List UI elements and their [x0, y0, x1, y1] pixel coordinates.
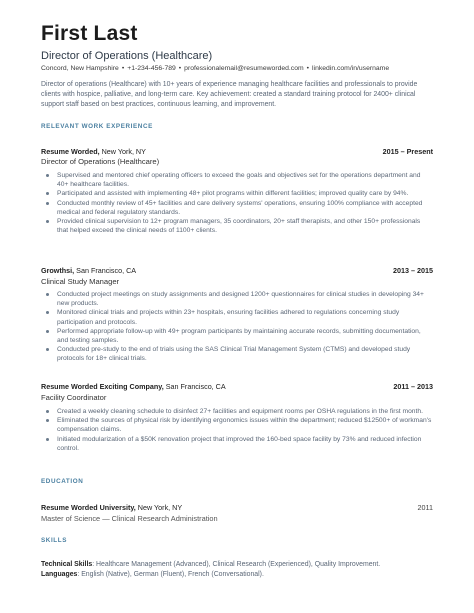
bullet-text: Conducted monthly review of 45+ facilities and care delivery systems' operations, ensuring 100% compliance with accepted medical and federal regulatory standards.	[57, 199, 423, 216]
job-bullets	[41, 290, 433, 364]
contact-separator: •	[121, 65, 125, 72]
job-dates: 2013 – 2015	[393, 266, 433, 275]
section-title-skills: SKILLS	[41, 537, 67, 544]
bullet-icon	[46, 220, 49, 223]
bullet-icon	[46, 410, 49, 413]
bullet-icon	[46, 348, 49, 351]
section-title-education: EDUCATION	[41, 478, 84, 485]
job-bullets	[41, 171, 433, 235]
contact-linkedin[interactable]: linkedin.com/in/username	[312, 65, 390, 72]
bullet-text: Participated and assisted with implementing 48+ pilot programs within different facilities; improved quality care by 94%.	[57, 190, 409, 198]
education-degree: Master of Science — Clinical Research Administration	[41, 514, 218, 523]
bullet-icon	[46, 438, 49, 441]
contact-location: Concord, New Hampshire	[41, 65, 119, 72]
bullet-text: Provided clinical supervision to 12+ program managers, 35 coordinators, 20+ staff therapists, and other 150+ professionals that helped exceed the clinical needs of 1100+ clients.	[57, 218, 421, 235]
bullet-text: Eliminated the sources of physical risk by identifying ergonomics issues within the department; reduced $12500+ of workman's compensation claims.	[57, 417, 432, 434]
job-header	[41, 266, 433, 275]
list-item	[41, 327, 433, 345]
list-item	[41, 290, 433, 308]
list-item	[41, 189, 433, 198]
list-item	[41, 407, 433, 416]
job-header	[41, 382, 433, 391]
section-title-experience: RELEVANT WORK EXPERIENCE	[41, 123, 153, 130]
job-title: Clinical Study Manager	[41, 277, 120, 286]
job-location: San Francisco, CA	[163, 382, 226, 391]
contact-phone: +1-234-456-789	[127, 65, 176, 72]
bullet-text: Initiated modularization of a $50K renovation project that improved the 160-bed space facility by 73% and reduced infection control.	[57, 435, 422, 452]
education-location: New York, NY	[135, 503, 183, 512]
bullet-text: Conducted project meetings on study assignments and designed 1200+ questionnaires for clinical studies in developing 34+ new products.	[57, 291, 424, 308]
job-dates: 2015 – Present	[382, 147, 433, 156]
list-item	[41, 435, 433, 453]
bullet-text: Conducted pre-study to the end of trials using the SAS Clinical Trial Management System (CTMS) and developed study protocols for 18+ clinical trials.	[57, 346, 411, 363]
contact-separator: •	[306, 65, 310, 72]
skills-languages-value: : English (Native), German (Fluent), French (Conversational).	[77, 571, 264, 578]
bullet-icon	[46, 330, 49, 333]
skills-block	[41, 560, 441, 580]
education-school: Resume Worded University,	[41, 503, 136, 512]
job-location: New York, NY	[99, 147, 146, 156]
list-item	[41, 416, 433, 434]
education-header	[41, 503, 433, 512]
job-dates: 2011 – 2013	[393, 382, 433, 391]
bullet-icon	[46, 174, 49, 177]
job-company: Growthsi,	[41, 266, 75, 275]
list-item	[41, 199, 433, 217]
contact-separator: •	[178, 65, 182, 72]
job-title: Director of Operations (Healthcare)	[41, 157, 160, 166]
bullet-icon	[46, 293, 49, 296]
skills-languages-label: Languages	[41, 571, 78, 578]
bullet-text: Performed appropriate follow-up with 49+ program participants by maintaining accurate records, submitting documentation, and testing samples.	[57, 327, 421, 345]
skills-technical-label: Technical Skills	[41, 561, 93, 568]
contact-email[interactable]: professionalemail@resumeworded.com	[184, 65, 304, 72]
summary-paragraph: Director of operations (Healthcare) with 10+ years of experience managing healthcare facilities and professionals to provide clients with hospice, palliative, and long-term care. Key achievement: created a standard training protocol for 2400+ clinical support staff based on best practices, continuous learning, and improvement.	[41, 81, 418, 108]
candidate-name: First Last	[41, 22, 138, 45]
job-company: Resume Worded Exciting Company,	[41, 382, 164, 391]
bullet-text: Supervised and mentored chief operating officers to exceed the goals and objectives set for the operations department and 40+ healthcare facilities.	[57, 172, 421, 189]
bullet-icon	[46, 202, 49, 205]
bullet-icon	[46, 311, 49, 314]
list-item	[41, 171, 433, 189]
bullet-text: Created a weekly cleaning schedule to disinfect 27+ facilities and equipment rooms per OSHA regulations in the first month.	[57, 408, 423, 415]
contact-line	[41, 65, 389, 72]
job-title: Facility Coordinator	[41, 393, 107, 402]
job-location: San Francisco, CA	[74, 266, 137, 275]
list-item	[41, 217, 433, 235]
bullet-icon	[46, 419, 49, 422]
bullet-icon	[46, 192, 49, 195]
list-item	[41, 308, 433, 326]
job-bullets	[41, 407, 433, 453]
job-company: Resume Worded,	[41, 147, 100, 156]
skills-technical-value: : Healthcare Management (Advanced), Clinical Research (Experienced), Quality Improvement.	[92, 561, 381, 568]
bullet-text: Monitored clinical trials and projects within 23+ hospitals, ensuring facilities adhered to regulations concerning study participation and protocols.	[57, 309, 400, 326]
education-year: 2011	[417, 503, 433, 512]
skills-technical	[41, 560, 441, 570]
list-item	[41, 345, 433, 363]
job-header	[41, 147, 433, 156]
candidate-headline: Director of Operations (Healthcare)	[41, 50, 213, 62]
skills-languages	[41, 570, 441, 580]
